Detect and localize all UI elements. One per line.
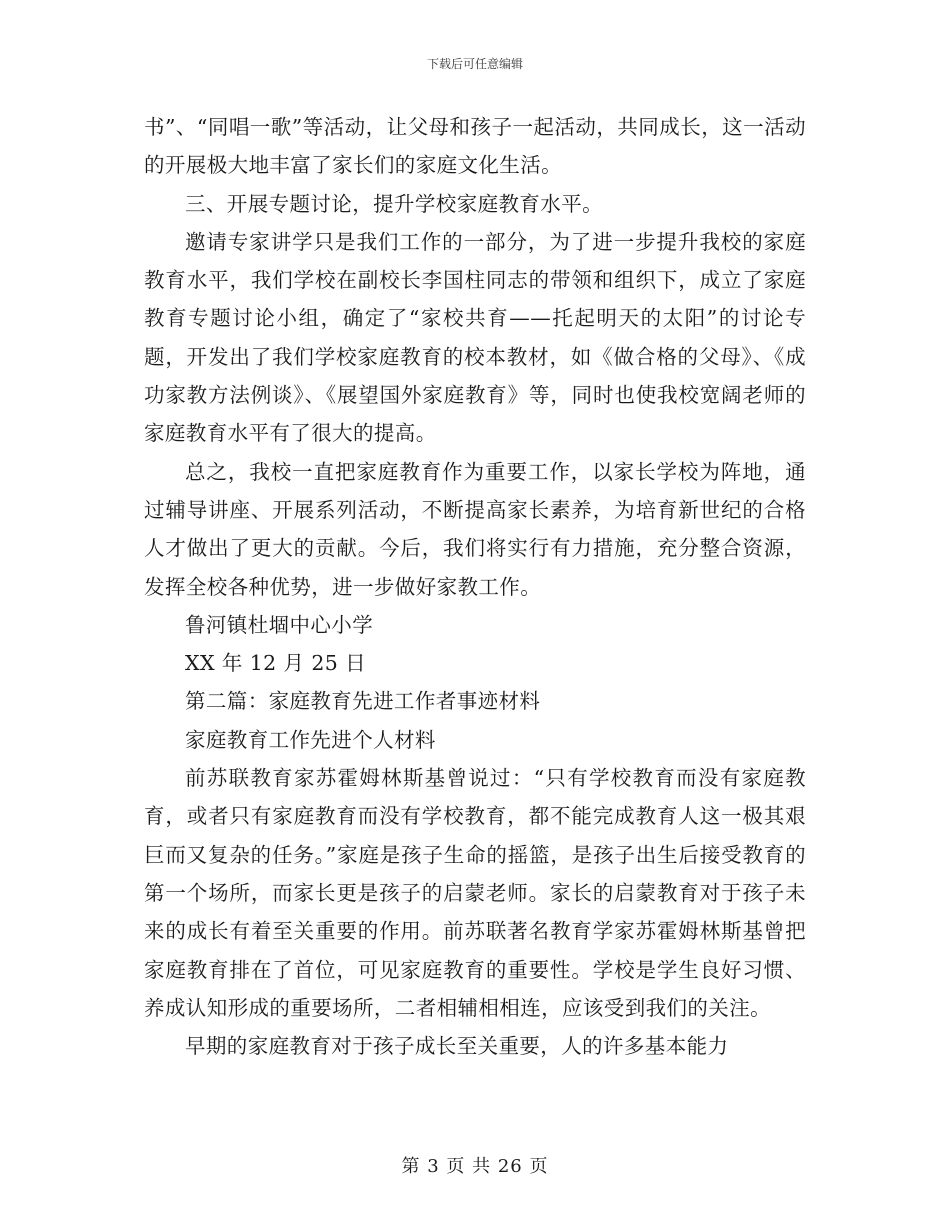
- section-heading: 三、开展专题讨论，提升学校家庭教育水平。: [185, 191, 603, 216]
- signature-date: XX 年 12 月 25 日: [185, 651, 367, 676]
- document-body: [144, 108, 806, 1065]
- paragraph-continuation: 书”、“同唱一歌”等活动，让父母和孩子一起活动，共同成长，这一活动的开展极大地丰富了家长们的家庭文化生活。: [144, 115, 806, 178]
- chapter-title: 第二篇：家庭教育先进工作者事迹材料: [185, 689, 541, 714]
- page-footer: 第 3 页 共 26 页: [401, 1156, 549, 1177]
- paragraph: 总之，我校一直把家庭教育作为重要工作，以家长学校为阵地，通过辅导讲座、开展系列活动，不断提高家长素养，为培育新世纪的合格人才做出了更大的贡献。今后，我们将实行有力措施，充分整合资源，发挥全校各种优势，进一步做好家教工作。: [144, 459, 806, 599]
- paragraph: 前苏联教育家苏霍姆林斯基曾说过：“只有学校教育而没有家庭教育，或者只有家庭教育而没有学校教育，都不能完成教育人这一极其艰巨而又复杂的任务。”家庭是孩子生命的摇篮，是孩子出生后接受教育的第一个场所，而家长更是孩子的启蒙老师。家长的启蒙教育对于孩子未来的成长有着至关重要的作用。前苏联著名教育学家苏霍姆林斯基曾把家庭教育排在了首位，可见家庭教育的重要性。学校是学生良好习惯、养成认知形成的重要场所，二者相辅相相连，应该受到我们的关注。: [144, 766, 806, 1020]
- article-title: 家庭教育工作先进个人材料: [185, 727, 436, 752]
- page-header: 下载后可任意编辑: [426, 57, 523, 71]
- paragraph: 邀请专家讲学只是我们工作的一部分，为了进一步提升我校的家庭教育水平，我们学校在副校长李国柱同志的带领和组织下，成立了家庭教育专题讨论小组，确定了“家校共育——托起明天的太阳”的讨论专题，开发出了我们学校家庭教育的校本教材，如《做合格的父母》、《成功家教方法例谈》、《展望国外家庭教育》等，同时也使我校宽阔老师的家庭教育水平有了很大的提高。: [144, 229, 806, 446]
- paragraph: 早期的家庭教育对于孩子成长至关重要，人的许多基本能力: [185, 1034, 729, 1059]
- signature-school: 鲁河镇杜堌中心小学: [185, 612, 374, 637]
